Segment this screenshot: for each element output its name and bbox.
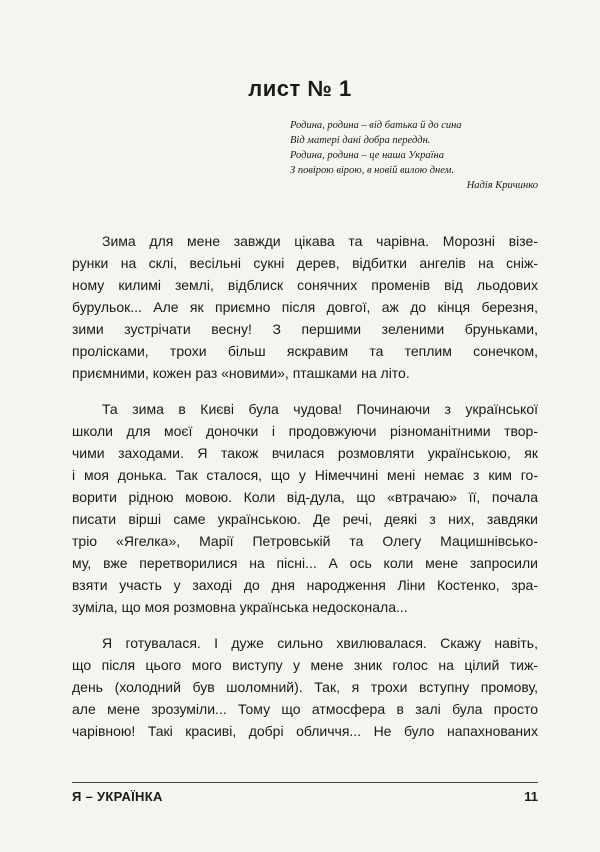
text-line: Зима для мене завжди цікава та чарівна. Морозні візе- xyxy=(102,233,538,249)
epigraph-author: Надія Кричинко xyxy=(466,180,538,191)
running-footer: Я – УКРАЇНКА xyxy=(72,789,163,804)
text-line: школи для моєї доночки і продовжуючи різноманітними твор- xyxy=(72,423,538,439)
epigraph-line: Від матері дані добра переддн. xyxy=(290,135,431,146)
text-line: ному килимі землі, відблиск сонячних променів від льодових xyxy=(72,277,538,293)
text-line: зуміла, що моя розмовна українська недосконала... xyxy=(72,599,408,615)
text-line: зими зустрічати весну! З першими зеленими бруньками, xyxy=(72,321,538,337)
text-line: чарівною! Такі красиві, добрі обличчя... Не було напахнованих xyxy=(72,723,538,739)
text-line: пролісками, трохи більш яскравим та теплим сонечком, xyxy=(72,343,538,359)
page-number: 11 xyxy=(524,789,538,804)
text-line: рунки на склі, весільні сукні дерев, відбитки ангелів на сніж- xyxy=(72,255,538,271)
text-line: ворити рідною мовою. Коли від-дула, що «втрачаю» її, почала xyxy=(72,489,538,505)
text-line: Я готувалася. І дуже сильно хвилювалася. Скажу навіть, xyxy=(102,635,538,651)
text-line: чими заходами. Я також вчилася розмовляти українською, як xyxy=(72,445,538,461)
text-line: тріо «Ягелка», Марії Петровській та Олегу Мацишнівсько- xyxy=(72,533,538,549)
text-line: приємними, кожен раз «новими», пташками на літо. xyxy=(72,365,410,381)
paragraph-1 xyxy=(72,230,538,384)
epigraph-line: Родина, родина – це наша Україна xyxy=(290,150,444,161)
text-line: але мене зрозуміли... Тому що атмосфера в залі була просто xyxy=(72,701,538,717)
text-line: і моя донька. Так сталося, що у Німеччині мені немає з ким го- xyxy=(72,467,538,483)
page-title: лист № 1 xyxy=(248,76,352,101)
text-line: писати вірші саме українською. Де речі, деякі з них, завдяки xyxy=(72,511,538,527)
paragraph-2 xyxy=(72,398,538,618)
text-line: що після цього мого виступу у мене зник голос на цілий тиж- xyxy=(72,657,538,673)
text-line: Та зима в Києві була чудова! Починаючи з української xyxy=(102,401,538,417)
text-line: день (холодний був шоломний). Так, я трохи вступну промову, xyxy=(72,679,538,695)
footer-divider xyxy=(72,782,538,783)
text-line: бурульок... Але як приємно після довгої, аж до кінця березня, xyxy=(72,299,538,315)
epigraph-line: Родина, родина – від батька й до сина xyxy=(290,120,462,131)
text-line: взяти участь у заході до дня народження Ліни Костенко, зра- xyxy=(72,577,538,593)
epigraph-line: З повірою вірою, в новій вилою днем. xyxy=(290,165,454,176)
paragraph-3 xyxy=(72,632,538,742)
text-line: му, вже перетворилися на пісні... А ось коли мене запросили xyxy=(72,555,538,571)
epigraph xyxy=(290,118,538,193)
